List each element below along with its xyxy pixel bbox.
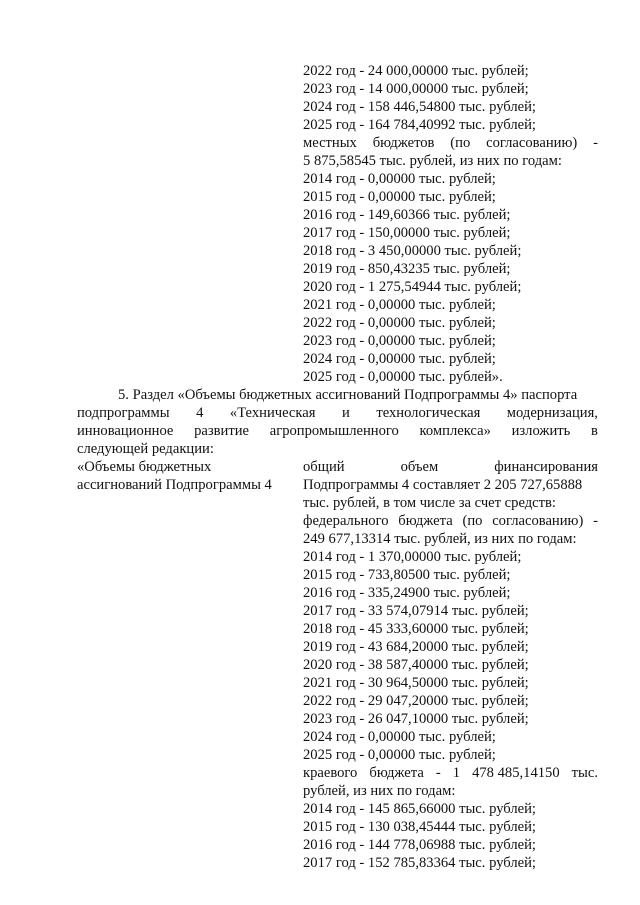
word: модернизация, [506,405,598,421]
section5-line: следующей редакции: [77,441,214,457]
year-line: 2014 год - 1 370,00000 тыс. рублей; [303,549,522,565]
year-line: 2022 год - 29 047,20000 тыс. рублей; [303,693,529,709]
word: технологическая [376,405,481,421]
word: объем [400,459,439,475]
year-line: 2016 год - 144 778,06988 тыс. рублей; [303,837,536,853]
word: инновационное [77,423,174,439]
table-left-label: «Объемы бюджетных [77,459,212,475]
word: изложить [511,423,571,439]
federal-budget-total: 249 677,13314 тыс. рублей, из них по годам: [303,531,577,547]
word: финансирования [494,459,598,475]
year-line: 2016 год - 149,60366 тыс. рублей; [303,207,511,223]
word: бюджета [369,765,424,781]
local-budget-total: 5 875,58545 тыс. рублей, из них по годам: [303,153,562,169]
section5-line [77,404,598,422]
year-line: 2020 год - 38 587,40000 тыс. рублей; [303,657,529,673]
year-line: 2017 год - 33 574,07914 тыс. рублей; [303,603,529,619]
word: - [435,765,441,781]
year-line: 2023 год - 0,00000 тыс. рублей; [303,333,496,349]
word: 4 [196,405,204,421]
section5-line [77,422,598,440]
word: в [591,423,598,439]
year-line: 2019 год - 43 684,20000 тыс. рублей; [303,639,529,655]
word: бюджета [398,513,453,529]
year-line: 2016 год - 335,24900 тыс. рублей; [303,585,511,601]
word: федерального [303,513,389,529]
word: 478 485,14150 [472,765,560,781]
word: агропромышленного [269,423,399,439]
year-line: 2015 год - 733,80500 тыс. рублей; [303,567,511,583]
word: 1 [452,765,461,781]
word: - [593,513,598,529]
word: подпрограммы [77,405,170,421]
total-line: тыс. рублей, в том числе за счет средств: [303,495,556,511]
year-line: 2025 год - 0,00000 тыс. рублей». [303,369,503,385]
year-line: 2020 год - 1 275,54944 тыс. рублей; [303,279,522,295]
year-line: 2022 год - 0,00000 тыс. рублей; [303,315,496,331]
word: - [593,135,598,151]
total-line [303,458,598,476]
year-line: 2014 год - 0,00000 тыс. рублей; [303,171,496,187]
section5-heading: 5. Раздел «Объемы бюджетных ассигнований Подпрограммы 4» паспорта [118,387,578,403]
federal-budget-line [303,512,598,530]
word: краевого [303,765,358,781]
word: (по [450,135,471,151]
regional-budget-total: рублей, из них по годам: [303,783,456,799]
word: (по [462,513,483,529]
total-line: Подпрограммы 4 составляет 2 205 727,65888 [303,477,583,493]
year-line: 2019 год - 850,43235 тыс. рублей; [303,261,511,277]
word: и [341,405,350,421]
year-line: 2017 год - 150,00000 тыс. рублей; [303,225,511,241]
year-line: 2021 год - 0,00000 тыс. рублей; [303,297,496,313]
year-line: 2023 год - 26 047,10000 тыс. рублей; [303,711,529,727]
year-line: 2024 год - 0,00000 тыс. рублей; [303,351,496,367]
word: комплекса» [419,423,491,439]
year-line: 2023 год - 14 000,00000 тыс. рублей; [303,81,529,97]
year-line: 2021 год - 30 964,50000 тыс. рублей; [303,675,529,691]
word: развитие [194,423,250,439]
word: «Техническая [229,405,316,421]
word: общий [303,459,345,475]
word: бюджетов [372,135,435,151]
year-line: 2014 год - 145 865,66000 тыс. рублей; [303,801,536,817]
year-line: 2015 год - 130 038,45444 тыс. рублей; [303,819,536,835]
word: местных [303,135,357,151]
year-line: 2022 год - 24 000,00000 тыс. рублей; [303,63,529,79]
word: согласованию) [486,135,578,151]
year-line: 2025 год - 0,00000 тыс. рублей; [303,747,496,763]
year-line: 2018 год - 3 450,00000 тыс. рублей; [303,243,522,259]
year-line: 2025 год - 164 784,40992 тыс. рублей; [303,117,536,133]
year-line: 2015 год - 0,00000 тыс. рублей; [303,189,496,205]
year-line: 2024 год - 158 446,54800 тыс. рублей; [303,99,536,115]
year-line: 2017 год - 152 785,83364 тыс. рублей; [303,855,536,871]
local-budget-line [303,134,598,152]
regional-budget-line [303,764,598,782]
word: тыс. [571,765,598,781]
word: согласованию) [492,513,584,529]
year-line: 2024 год - 0,00000 тыс. рублей; [303,729,496,745]
table-left-label: ассигнований Подпрограммы 4 [77,477,272,493]
year-line: 2018 год - 45 333,60000 тыс. рублей; [303,621,529,637]
